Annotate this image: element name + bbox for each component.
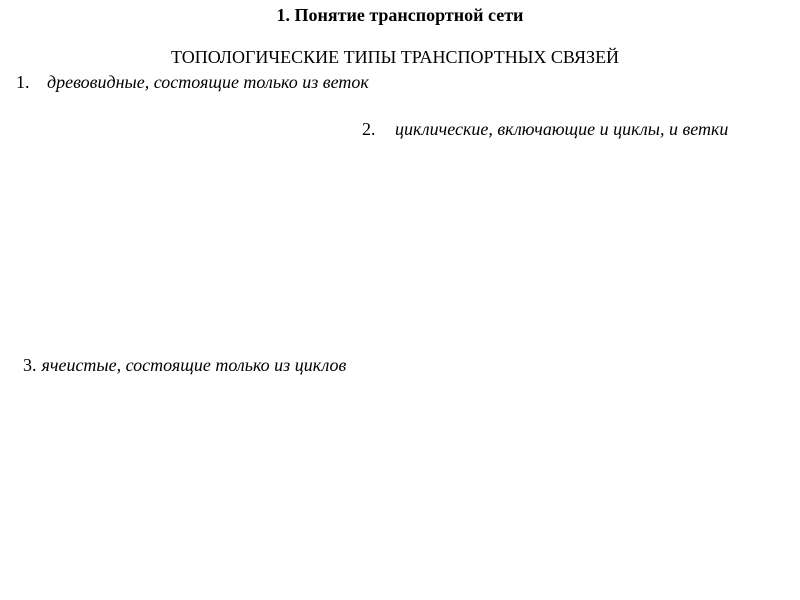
list-item-tree — [16, 70, 369, 94]
list-item-text: циклические, включающие и циклы, и ветки — [395, 119, 729, 139]
list-item-text: ячеистые, состоящие только из циклов — [41, 355, 347, 375]
list-item-cellular — [23, 353, 346, 377]
list-item-number: 3. — [23, 355, 37, 375]
list-item-cyclic — [362, 117, 728, 141]
list-item-text: древовидные, состоящие только из веток — [47, 72, 369, 92]
list-item-number: 2. — [362, 119, 376, 139]
section-heading: ТОПОЛОГИЧЕСКИЕ ТИПЫ ТРАНСПОРТНЫХ СВЯЗЕЙ — [170, 47, 620, 67]
page-title: 1. Понятие транспортной сети — [276, 5, 524, 25]
list-item-number: 1. — [16, 72, 30, 92]
